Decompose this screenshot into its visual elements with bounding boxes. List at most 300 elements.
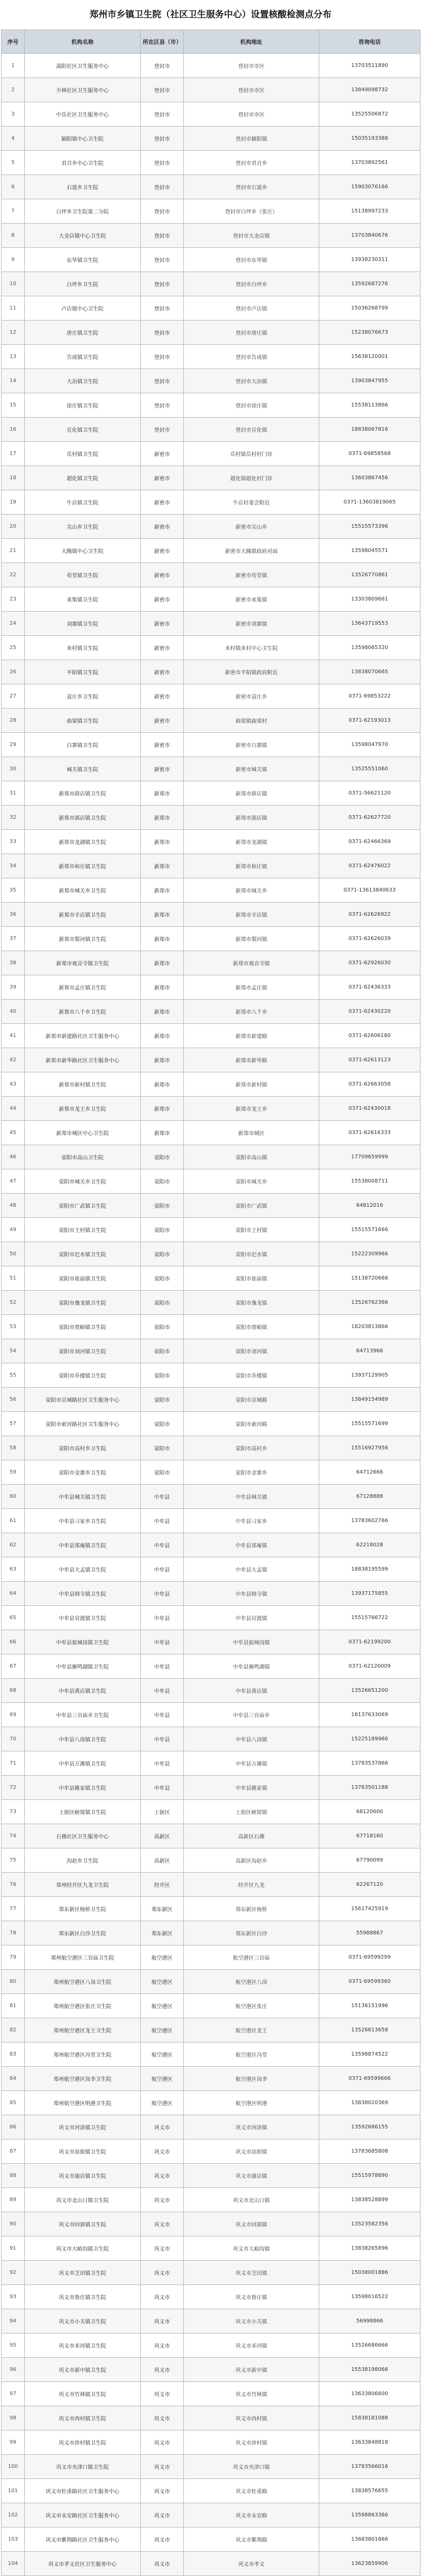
county-name: 巩义市 xyxy=(141,2164,184,2188)
contact-phone: 15136151996 xyxy=(319,1994,420,2018)
institution-name: 新郑市孟庄镇卫生院 xyxy=(25,975,141,1000)
institution-address: 巩义市紫荆路 xyxy=(184,2527,319,2552)
institution-name: 荥阳市金寨乡卫生院 xyxy=(25,1460,141,1485)
contact-phone: 13703892561 xyxy=(319,151,420,175)
table-row xyxy=(2,490,420,515)
institution-address: 登封市唐庄镇 xyxy=(184,321,319,345)
institution-address: 荥阳市高村乡 xyxy=(184,1436,319,1460)
table-row xyxy=(2,1266,420,1291)
county-name: 荥阳市 xyxy=(141,1145,184,1169)
institution-address: 新郑市和庄镇 xyxy=(184,854,319,878)
contact-phone: 62267120 xyxy=(319,1873,420,1897)
table-row xyxy=(2,2164,420,2188)
contact-phone: 0371-62199200 xyxy=(319,1630,420,1654)
institution-address: 中牟县大孟镇 xyxy=(184,1557,319,1582)
institution-name: 郑州经开区九龙卫生院 xyxy=(25,1873,141,1897)
institution-name: 平陌镇卫生院 xyxy=(25,660,141,684)
table-row xyxy=(2,369,420,393)
county-name: 中牟县 xyxy=(141,1485,184,1509)
institution-address: 中牟县韩寺镇 xyxy=(184,1582,319,1606)
county-name: 中牟县 xyxy=(141,1533,184,1557)
row-number: 21 xyxy=(2,539,25,563)
contact-phone: 13526613658 xyxy=(319,2018,420,2042)
table-row xyxy=(2,78,420,102)
institution-address: 航空港区冯堂 xyxy=(184,2042,319,2067)
table-row xyxy=(2,1776,420,1800)
institution-address: 登封市宣化镇 xyxy=(184,418,319,442)
contact-phone: 13526762366 xyxy=(319,1291,420,1315)
contact-phone: 67128888 xyxy=(319,1485,420,1509)
county-name: 郑东新区 xyxy=(141,1921,184,1945)
table-row xyxy=(2,248,420,272)
institution-address: 新郑市新华路 xyxy=(184,1048,319,1072)
county-name: 新郑市 xyxy=(141,878,184,903)
table-row xyxy=(2,272,420,296)
county-name: 新密市 xyxy=(141,587,184,612)
county-name: 巩义市 xyxy=(141,2527,184,2552)
row-number: 81 xyxy=(2,1994,25,2018)
table-row xyxy=(2,102,420,127)
county-name: 中牟县 xyxy=(141,1582,184,1606)
county-name: 登封市 xyxy=(141,199,184,224)
institution-address: 新郑市龙王乡 xyxy=(184,1097,319,1121)
institution-name: 少林社区卫生服务中心 xyxy=(25,78,141,102)
row-number: 28 xyxy=(2,709,25,733)
county-name: 新郑市 xyxy=(141,806,184,830)
county-name: 中牟县 xyxy=(141,1776,184,1800)
row-number: 59 xyxy=(2,1460,25,1485)
institution-address: 牛店村委会附近 xyxy=(184,490,319,515)
institution-address: 新郑市孟庄镇 xyxy=(184,975,319,1000)
institution-name: 大金店镇中心卫生院 xyxy=(25,224,141,248)
institution-name: 荥阳市贾峪镇卫生院 xyxy=(25,1315,141,1339)
table-row xyxy=(2,2503,420,2527)
county-name: 巩义市 xyxy=(141,2479,184,2503)
institution-address: 巩义市小关镇 xyxy=(184,2309,319,2333)
contact-phone: 13838528899 xyxy=(319,2188,420,2212)
institution-address: 巩义市夹津口镇 xyxy=(184,2455,319,2479)
row-number: 13 xyxy=(2,345,25,369)
institution-address: 巩义市孝义 xyxy=(184,2552,319,2576)
contact-phone: 13526686666 xyxy=(319,2333,420,2358)
institution-address: 巩义市站街镇 xyxy=(184,2139,319,2164)
contact-phone: 0371-62436333 xyxy=(319,975,420,1000)
institution-name: 唐庄镇卫生院 xyxy=(25,321,141,345)
county-name: 航空港区 xyxy=(141,2091,184,2115)
row-number: 18 xyxy=(2,466,25,490)
county-name: 登封市 xyxy=(141,151,184,175)
county-name: 新密市 xyxy=(141,757,184,781)
county-name: 登封市 xyxy=(141,272,184,296)
row-number: 48 xyxy=(2,1194,25,1218)
table-row xyxy=(2,2455,420,2479)
institution-name: 中牟县刁家乡卫生院 xyxy=(25,1509,141,1533)
table-row xyxy=(2,2382,420,2406)
table-row xyxy=(2,1703,420,1727)
institution-address: 登封市大冶镇 xyxy=(184,369,319,393)
institution-address: 高新区沟赵乡 xyxy=(184,1848,319,1873)
institution-address: 新密市白寨镇 xyxy=(184,733,319,757)
institution-address: 新郑市龙湖镇 xyxy=(184,830,319,854)
county-name: 高新区 xyxy=(141,1848,184,1873)
institution-address: 荥阳市汜水镇 xyxy=(184,1242,319,1266)
table-row xyxy=(2,1654,420,1679)
table-row xyxy=(2,1000,420,1024)
institution-address: 登封市大金店镇 xyxy=(184,224,319,248)
institution-name: 郑州航空港区张庄卫生院 xyxy=(25,1994,141,2018)
contact-phone: 13683801666 xyxy=(319,2527,420,2552)
institution-name: 巩义市涉村镇卫生院 xyxy=(25,2430,141,2455)
contact-phone: 13703511890 xyxy=(319,54,420,78)
row-number: 94 xyxy=(2,2309,25,2333)
row-number: 52 xyxy=(2,1291,25,1315)
institution-address: 荥阳市索河路 xyxy=(184,1412,319,1436)
county-name: 登封市 xyxy=(141,224,184,248)
institution-name: 郑州航空港区龙王卫生院 xyxy=(25,2018,141,2042)
table-body xyxy=(2,54,420,2576)
institution-address: 米村镇米村中心卫生院 xyxy=(184,636,319,660)
contact-phone: 0371-62606180 xyxy=(319,1024,420,1048)
contact-phone: 13598016522 xyxy=(319,2285,420,2309)
institution-address: 登封市白坪乡（张庄） xyxy=(184,199,319,224)
county-name: 新密市 xyxy=(141,466,184,490)
contact-phone: 0371-69599299 xyxy=(319,1945,420,1970)
institution-name: 荥阳市王村镇卫生院 xyxy=(25,1218,141,1242)
county-name: 登封市 xyxy=(141,127,184,151)
contact-phone: 15638120001 xyxy=(319,345,420,369)
institution-address: 登封市告成镇 xyxy=(184,345,319,369)
row-number: 57 xyxy=(2,1412,25,1436)
column-header-county: 所在区县（市） xyxy=(141,30,184,54)
row-number: 30 xyxy=(2,757,25,781)
row-number: 70 xyxy=(2,1727,25,1751)
institution-name: 荥阳市崔庙镇卫生院 xyxy=(25,1266,141,1291)
institution-address: 巩义市西村镇 xyxy=(184,2406,319,2430)
county-name: 荥阳市 xyxy=(141,1436,184,1460)
table-row xyxy=(2,2479,420,2503)
table-row xyxy=(2,709,420,733)
table-row xyxy=(2,1097,420,1121)
county-name: 高新区 xyxy=(141,1824,184,1848)
contact-phone: 13838070665 xyxy=(319,660,420,684)
contact-phone: 13838020369 xyxy=(319,2091,420,2115)
contact-phone: 67790099 xyxy=(319,1848,420,1873)
contact-phone: 13523582356 xyxy=(319,2212,420,2236)
row-number: 14 xyxy=(2,369,25,393)
table-row xyxy=(2,2091,420,2115)
county-name: 巩义市 xyxy=(141,2455,184,2479)
table-row xyxy=(2,1848,420,1873)
institution-name: 郑州航空港区冯堂卫生院 xyxy=(25,2042,141,2067)
table-row xyxy=(2,515,420,539)
institution-address: 中牟县姚家镇 xyxy=(184,1776,319,1800)
institution-name: 来集镇卫生院 xyxy=(25,587,141,612)
institution-address: 新密市来集镇 xyxy=(184,587,319,612)
testing-sites-table xyxy=(1,30,420,2576)
institution-name: 白坪乡卫生院第二分院 xyxy=(25,199,141,224)
contact-phone: 15238076673 xyxy=(319,321,420,345)
institution-name: 新郑市新村镇卫生院 xyxy=(25,1072,141,1097)
table-row xyxy=(2,1751,420,1776)
contact-phone: 13525551060 xyxy=(319,757,420,781)
institution-name: 卢店镇中心卫生院 xyxy=(25,296,141,321)
institution-name: 宣化镇卫生院 xyxy=(25,418,141,442)
institution-name: 巩义市紫荆路社区卫生服务中心 xyxy=(25,2527,141,2552)
row-number: 8 xyxy=(2,224,25,248)
table-row xyxy=(2,296,420,321)
county-name: 巩义市 xyxy=(141,2285,184,2309)
institution-address: 岳村镇岳村村门诊 xyxy=(184,442,319,466)
institution-address: 郑东新区杨桥 xyxy=(184,1897,319,1921)
county-name: 登封市 xyxy=(141,175,184,199)
county-name: 新密市 xyxy=(141,660,184,684)
table-header-row xyxy=(2,30,420,54)
table-row xyxy=(2,2552,420,2576)
institution-name: 巩义市站街镇卫生院 xyxy=(25,2139,141,2164)
institution-address: 荥阳市金寨乡 xyxy=(184,1460,319,1485)
institution-name: 荥阳市豫龙镇卫生院 xyxy=(25,1291,141,1315)
institution-name: 苟堂镇卫生院 xyxy=(25,563,141,587)
county-name: 登封市 xyxy=(141,54,184,78)
row-number: 46 xyxy=(2,1145,25,1169)
row-number: 55 xyxy=(2,1363,25,1388)
row-number: 80 xyxy=(2,1970,25,1994)
institution-name: 徐庄镇卫生院 xyxy=(25,393,141,418)
institution-address: 航空港区八岗 xyxy=(184,1970,319,1994)
institution-address: 荥阳市乔楼镇 xyxy=(184,1363,319,1388)
table-row xyxy=(2,2285,420,2309)
institution-name: 中牟县官渡镇卫生院 xyxy=(25,1606,141,1630)
county-name: 中牟县 xyxy=(141,1630,184,1654)
institution-name: 告成镇卫生院 xyxy=(25,345,141,369)
county-name: 新密市 xyxy=(141,684,184,709)
contact-phone: 13598863366 xyxy=(319,2503,420,2527)
row-number: 72 xyxy=(2,1776,25,1800)
institution-address: 荥阳市贾峪镇 xyxy=(184,1315,319,1339)
table-row xyxy=(2,1873,420,1897)
row-number: 4 xyxy=(2,127,25,151)
county-name: 登封市 xyxy=(141,102,184,127)
row-number: 12 xyxy=(2,321,25,345)
contact-phone: 13598047970 xyxy=(319,733,420,757)
row-number: 44 xyxy=(2,1097,25,1121)
county-name: 新郑市 xyxy=(141,927,184,951)
table-row xyxy=(2,2358,420,2382)
row-number: 25 xyxy=(2,636,25,660)
county-name: 荥阳市 xyxy=(141,1266,184,1291)
institution-address: 登封市白坪乡 xyxy=(184,272,319,296)
institution-address: 登封市颍阳镇 xyxy=(184,127,319,151)
contact-phone: 64812016 xyxy=(319,1194,420,1218)
county-name: 航空港区 xyxy=(141,1945,184,1970)
contact-phone: 55988867 xyxy=(319,1921,420,1945)
table-row xyxy=(2,612,420,636)
row-number: 35 xyxy=(2,878,25,903)
institution-address: 登封市石道乡 xyxy=(184,175,319,199)
institution-name: 新郑市城关乡卫生院 xyxy=(25,878,141,903)
row-number: 47 xyxy=(2,1169,25,1194)
institution-address: 新郑市新建路 xyxy=(184,1024,319,1048)
institution-address: 航空港区三官庙 xyxy=(184,1945,319,1970)
institution-name: 巩义市北山口镇卫生院 xyxy=(25,2188,141,2212)
institution-address: 航空港区龙王 xyxy=(184,2018,319,2042)
institution-address: 登封市徐庄镇 xyxy=(184,393,319,418)
county-name: 新密市 xyxy=(141,612,184,636)
county-name: 登封市 xyxy=(141,78,184,102)
contact-phone: 13903847955 xyxy=(319,369,420,393)
table-row xyxy=(2,1679,420,1703)
institution-name: 尖山乡卫生院 xyxy=(25,515,141,539)
institution-name: 巩义市新中镇卫生院 xyxy=(25,2358,141,2382)
contact-phone: 13525506872 xyxy=(319,102,420,127)
row-number: 31 xyxy=(2,781,25,806)
institution-name: 巩义市回郭镇卫生院 xyxy=(25,2212,141,2236)
county-name: 航空港区 xyxy=(141,2018,184,2042)
row-number: 34 xyxy=(2,854,25,878)
institution-address: 荥阳市城关乡 xyxy=(184,1169,319,1194)
county-name: 巩义市 xyxy=(141,2261,184,2285)
county-name: 新郑市 xyxy=(141,951,184,975)
contact-phone: 0371-62926030 xyxy=(319,951,420,975)
institution-name: 巩义市杜甫路社区卫生服务中心 xyxy=(25,2479,141,2503)
row-number: 49 xyxy=(2,1218,25,1242)
institution-name: 颍阳镇中心卫生院 xyxy=(25,127,141,151)
table-row xyxy=(2,466,420,490)
contact-phone: 0371-62466369 xyxy=(319,830,420,854)
row-number: 60 xyxy=(2,1485,25,1509)
row-number: 7 xyxy=(2,199,25,224)
table-row xyxy=(2,1945,420,1970)
table-row xyxy=(2,1194,420,1218)
institution-address: 新密市城关镇 xyxy=(184,757,319,781)
row-number: 66 xyxy=(2,1630,25,1654)
contact-phone: 0371-62476022 xyxy=(319,854,420,878)
county-name: 登封市 xyxy=(141,369,184,393)
county-name: 新密市 xyxy=(141,733,184,757)
row-number: 24 xyxy=(2,612,25,636)
county-name: 巩义市 xyxy=(141,2333,184,2358)
table-row xyxy=(2,1339,420,1363)
institution-address: 高新区石佛 xyxy=(184,1824,319,1848)
institution-address: 新郑市郭店镇 xyxy=(184,806,319,830)
table-row xyxy=(2,854,420,878)
county-name: 荥阳市 xyxy=(141,1412,184,1436)
row-number: 62 xyxy=(2,1533,25,1557)
institution-address: 巩义市回郭镇 xyxy=(184,2212,319,2236)
institution-name: 中牟县黄店镇卫生院 xyxy=(25,1679,141,1703)
county-name: 新郑市 xyxy=(141,903,184,927)
county-name: 巩义市 xyxy=(141,2382,184,2406)
row-number: 71 xyxy=(2,1751,25,1776)
institution-address: 巩义市河洛镇 xyxy=(184,2115,319,2139)
row-number: 26 xyxy=(2,660,25,684)
table-row xyxy=(2,587,420,612)
row-number: 61 xyxy=(2,1509,25,1533)
institution-address: 新郑市城关乡 xyxy=(184,878,319,903)
row-number: 23 xyxy=(2,587,25,612)
institution-name: 中牟县万滩镇卫生院 xyxy=(25,1751,141,1776)
contact-phone: 13633848818 xyxy=(319,2430,420,2455)
row-number: 29 xyxy=(2,733,25,757)
institution-name: 新郑市辛店镇卫生院 xyxy=(25,903,141,927)
county-name: 荥阳市 xyxy=(141,1291,184,1315)
institution-name: 大冶镇卫生院 xyxy=(25,369,141,393)
row-number: 6 xyxy=(2,175,25,199)
row-number: 86 xyxy=(2,2115,25,2139)
row-number: 69 xyxy=(2,1703,25,1727)
table-row xyxy=(2,345,420,369)
row-number: 10 xyxy=(2,272,25,296)
row-number: 83 xyxy=(2,2042,25,2067)
row-number: 87 xyxy=(2,2139,25,2164)
institution-name: 荥阳市城关乡卫生院 xyxy=(25,1169,141,1194)
county-name: 登封市 xyxy=(141,345,184,369)
row-number: 2 xyxy=(2,78,25,102)
contact-phone: 0371-62193013 xyxy=(319,709,420,733)
county-name: 中牟县 xyxy=(141,1557,184,1582)
contact-phone: 56998866 xyxy=(319,2309,420,2333)
institution-name: 新郑市观音寺镇卫生院 xyxy=(25,951,141,975)
table-row xyxy=(2,175,420,199)
contact-phone: 0371-62613123 xyxy=(319,1048,420,1072)
table-row xyxy=(2,903,420,927)
contact-phone: 0371-62626039 xyxy=(319,927,420,951)
row-number: 54 xyxy=(2,1339,25,1363)
institution-name: 君召乡中心卫生院 xyxy=(25,151,141,175)
table-row xyxy=(2,1897,420,1921)
institution-name: 中牟县三官庙乡卫生院 xyxy=(25,1703,141,1727)
contact-phone: 15035193388 xyxy=(319,127,420,151)
contact-phone: 13849154989 xyxy=(319,1388,420,1412)
contact-phone: 15515766722 xyxy=(319,1606,420,1630)
contact-phone: 0371-62626922 xyxy=(319,903,420,927)
row-number: 45 xyxy=(2,1121,25,1145)
contact-phone: 64712666 xyxy=(319,1460,420,1485)
institution-name: 新郑市龙王乡卫生院 xyxy=(25,1097,141,1121)
county-name: 巩义市 xyxy=(141,2552,184,2576)
table-row xyxy=(2,2115,420,2139)
table-row xyxy=(2,733,420,757)
institution-name: 刘寨镇卫生院 xyxy=(25,612,141,636)
institution-address: 登封市市区 xyxy=(184,78,319,102)
table-row xyxy=(2,1460,420,1485)
institution-name: 米村镇卫生院 xyxy=(25,636,141,660)
institution-address: 巩义市竹林镇 xyxy=(184,2382,319,2406)
table-row xyxy=(2,2236,420,2261)
row-number: 84 xyxy=(2,2067,25,2091)
table-row xyxy=(2,1630,420,1654)
county-name: 巩义市 xyxy=(141,2139,184,2164)
row-number: 22 xyxy=(2,563,25,587)
table-row xyxy=(2,975,420,1000)
institution-name: 嵩阳社区卫生服务中心 xyxy=(25,54,141,78)
row-number: 50 xyxy=(2,1242,25,1266)
table-row xyxy=(2,151,420,175)
contact-phone: 15225189966 xyxy=(319,1727,420,1751)
institution-address: 中牟县八岗镇 xyxy=(184,1727,319,1751)
institution-address: 登封市东华镇 xyxy=(184,248,319,272)
institution-address: 新密市尖山乡 xyxy=(184,515,319,539)
institution-name: 郑东新区白沙卫生院 xyxy=(25,1921,141,1945)
table-row xyxy=(2,2188,420,2212)
contact-phone: 15138997233 xyxy=(319,199,420,224)
institution-name: 新郑市郭店镇卫生院 xyxy=(25,806,141,830)
table-row xyxy=(2,1727,420,1751)
institution-name: 石佛社区卫生服务中心 xyxy=(25,1824,141,1848)
institution-name: 中牟县雁鸣湖镇卫生院 xyxy=(25,1654,141,1679)
contact-phone: 15617425919 xyxy=(319,1897,420,1921)
table-row xyxy=(2,1242,420,1266)
